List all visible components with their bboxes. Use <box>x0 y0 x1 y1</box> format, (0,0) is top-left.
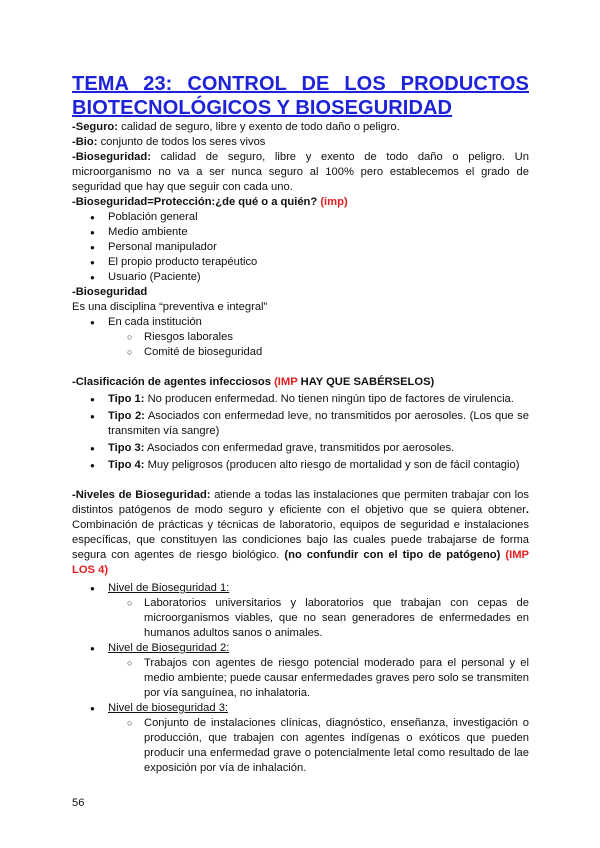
def-seguro <box>72 120 529 135</box>
def-bio-text: conjunto de todos los seres vivos <box>97 136 266 148</box>
sub-list-item: ○ Conjunto de instalaciones clínicas, diagnóstico, enseñanza, investigación o producción, que trabajen con agentes indígenas o exóticos que pueden producir una enfermedad grave o potencialmente letal como resultado de lae exposición por vía de inhalación. <box>72 716 529 776</box>
nivel-sublist <box>72 596 529 641</box>
niveles-list <box>72 581 529 776</box>
clasificacion-imp: (IMP <box>270 376 298 388</box>
page-title <box>72 72 529 120</box>
list-item <box>72 641 529 701</box>
def-seguro-text: calidad de seguro, libre y exento de todo daño o peligro. <box>118 121 400 133</box>
def-seguro-term: -Seguro: <box>72 121 118 133</box>
list-item <box>72 441 529 456</box>
list-item: ● Población general <box>72 210 529 225</box>
clasificacion-heading <box>72 375 529 390</box>
tipo-label: Tipo 2: <box>108 410 145 422</box>
tipo-label: Tipo 1: <box>108 393 145 405</box>
tipo-text: Asociados con enfermedad grave, transmitidos por aerosoles. <box>144 442 455 454</box>
title-line-1: TEMA 23: CONTROL DE LOS PRODUCTOS <box>72 73 529 95</box>
bioseguridad-sublist <box>72 330 529 360</box>
proteccion-imp: (imp) <box>317 196 348 208</box>
niveles-dot: . <box>525 504 529 516</box>
niveles-note: (no confundir con el tipo de patógeno) <box>284 549 501 561</box>
list-item <box>72 701 529 776</box>
def-bio <box>72 135 529 150</box>
spacer <box>72 473 529 488</box>
sub-list-item: ○ Riesgos laborales <box>72 330 529 345</box>
list-item: ● Usuario (Paciente) <box>72 270 529 285</box>
proteccion-list <box>72 210 529 285</box>
def-bioseguridad-text: calidad de seguro, libre y exento de todo daño o peligro. Un microorganismo no va a ser nunca seguro al 100% pero establecemos el grado de seguridad que hay que seguir con cada uno. <box>72 151 529 193</box>
tipo-label: Tipo 4: <box>108 459 145 471</box>
list-item: ● Medio ambiente <box>72 225 529 240</box>
list-item <box>72 409 529 439</box>
bioseguridad-intro: Es una disciplina “preventiva e integral” <box>72 301 268 313</box>
niveles-text-2: Combinación de prácticas y técnicas de laboratorio, equipos de seguridad e instalaciones específicas, que constituyen las condiciones bajo las cuales puede trabajarse de forma segura con agentes de riesgo biológico. <box>72 519 529 561</box>
list-item: ● El propio producto terapéutico <box>72 255 529 270</box>
bioseguridad-heading <box>72 285 529 300</box>
tipo-text: Asociados con enfermedad leve, no transmitidos por aerosoles. (Los que se transmiten vía sangre) <box>108 410 529 437</box>
proteccion-heading <box>72 195 529 210</box>
tipo-text: No producen enfermedad. No tienen ningún tipo de factores de virulencia. <box>144 393 514 405</box>
niveles-heading: -Niveles de Bioseguridad: <box>72 489 211 501</box>
bioseguridad-heading-text: -Bioseguridad <box>72 286 148 298</box>
list-item <box>72 315 529 360</box>
bioseguridad-list <box>72 315 529 360</box>
list-item <box>72 581 529 641</box>
list-item: ● Personal manipulador <box>72 240 529 255</box>
list-item-text: En cada institución <box>108 316 202 328</box>
nivel-label: Nivel de Bioseguridad 2: <box>108 642 230 654</box>
tipo-label: Tipo 3: <box>108 442 145 454</box>
proteccion-heading-text: -Bioseguridad=Protección:¿de qué o a quién? <box>72 196 318 208</box>
sub-list-item: ○ Comité de bioseguridad <box>72 345 529 360</box>
niveles-imp: (IMP LOS 4) <box>72 549 529 576</box>
sub-list-item: ○ Laboratorios universitarios y laboratorios que trabajan con cepas de microorganismos viables, que no sean generadores de enfermedades en humanos adultos sanos o animales. <box>72 596 529 641</box>
clasificacion-rest: HAY QUE SABÉRSELOS) <box>297 376 435 388</box>
tipo-text: Muy peligrosos (producen alto riesgo de mortalidad y son de fácil contagio) <box>144 459 520 471</box>
nivel-sublist <box>72 656 529 701</box>
nivel-label: Nivel de bioseguridad 3: <box>108 702 229 714</box>
nivel-sublist <box>72 716 529 776</box>
niveles-text-1: atiende a todas las instalaciones que permiten trabajar con los distintos patógenos de modo seguro y eficiente con el objetivo que se quiera obtener <box>72 489 529 516</box>
tipos-list <box>72 392 529 473</box>
sub-list-item: ○ Trabajos con agentes de riesgo potencial moderado para el personal y el medio ambiente; puede causar enfermedades graves pero solo se transmiten por vía sanguínea, no inhalatoria. <box>72 656 529 701</box>
niveles-paragraph <box>72 488 529 578</box>
clasificacion-heading-text: -Clasificación de agentes infecciosos <box>72 376 271 388</box>
nivel-label: Nivel de Bioseguridad 1: <box>108 582 230 594</box>
def-bioseguridad-term: -Bioseguridad: <box>72 151 151 163</box>
list-item <box>72 392 529 407</box>
page-number: 56 <box>72 797 85 809</box>
def-bioseguridad <box>72 150 529 195</box>
title-line-2: BIOTECNOLÓGICOS Y BIOSEGURIDAD <box>72 97 453 119</box>
spacer <box>72 360 529 375</box>
def-bio-term: -Bio: <box>72 136 98 148</box>
list-item <box>72 458 529 473</box>
